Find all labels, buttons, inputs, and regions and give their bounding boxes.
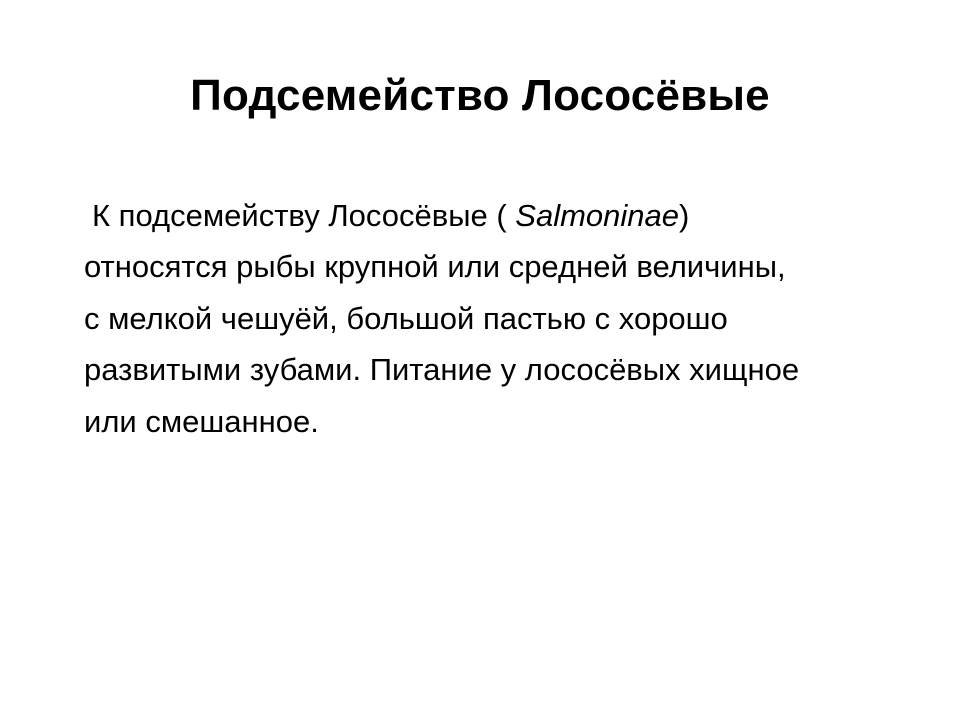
- latin-name: Salmoninae: [515, 198, 679, 233]
- slide-title: Подсемейство Лососёвые: [190, 71, 770, 120]
- paragraph-text-part2: ) относятся рыбы крупной или средней величины, с мелкой чешуёй, большой пастью с хорошо развитыми зубами. Питание у лососёвых хищное или смешанное.: [84, 198, 800, 439]
- paragraph-text-part1: К подсемейству Лососёвые (: [92, 198, 516, 233]
- slide-body-paragraph: [84, 190, 804, 447]
